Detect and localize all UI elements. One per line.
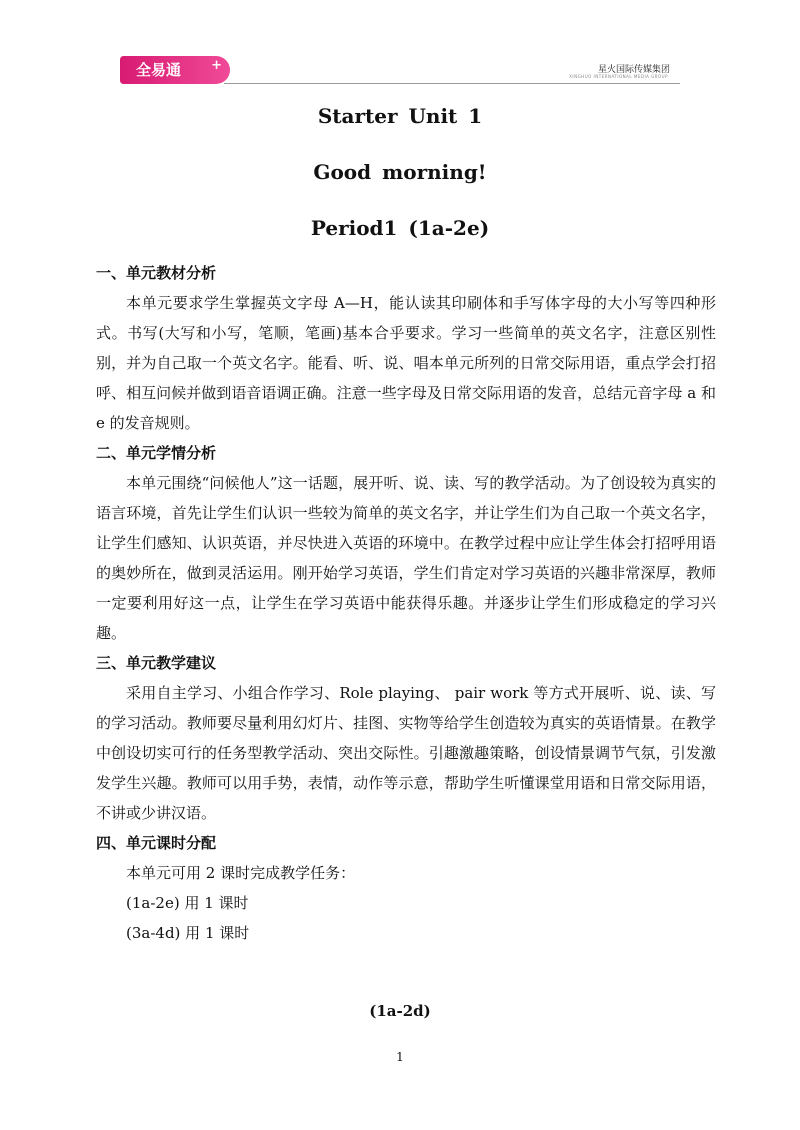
document-body [96,258,716,948]
page-number: 1 [396,1050,404,1064]
header-rule [224,83,680,84]
section-heading: 一、单元教材分析 [96,264,217,282]
section-body: 本单元要求学生掌握英文字母 A—H，能认读其印刷体和手写体字母的大小写等四种形式。书写(大写和小写，笔顺，笔画)基本合乎要求。学习一些简单的英文名字，注意区别性别，并为自己取一个英文名字。能看、听、说、唱本单元所列的日常交际用语，重点学会打招呼、相互问候并做到语音语调正确。注意一些字母及日常交际用语的发音，总结元音字母 a 和 e 的发音规则。 [96,294,716,432]
section-heading: 二、单元学情分析 [96,444,217,462]
section-heading: 三、单元教学建议 [96,654,217,672]
period-title: Period1 (1a-2e) [310,216,490,240]
publisher-name: 星火国际传媒集团 [597,65,670,75]
schedule-line: (3a-4d) 用 1 课时 [126,924,250,942]
page-header [120,56,680,86]
unit-title: Starter Unit 1 [317,104,483,128]
section-subheading: (1a-2d) [369,1002,431,1020]
section-body: 本单元围绕“问候他人”这一话题，展开听、说、读、写的教学活动。为了创设较为真实的语言环境，首先让学生们认识一些较为简单的英文名字，并让学生们为自己取一个英文名字，让学生们感知、认识英语，并尽快进入英语的环境中。在教学过程中应让学生体会打招呼用语的奥妙所在，做到灵活运用。刚开始学习英语，学生们肯定对学习英语的兴趣非常深厚，教师一定要利用好这一点，让学生在学习英语中能获得乐趣。并逐步让学生们形成稳定的学习兴趣。 [96,474,716,642]
publisher-subtitle: XINGHUO INTERNATIONAL MEDIA GROUP [569,74,668,79]
section-body: 采用自主学习、小组合作学习、Role playing、 pair work 等方式开展听、说、读、写的学习活动。教师要尽量利用幻灯片、挂图、实物等给学生创造较为真实的英语情景。在教学中创设切实可行的任务型教学活动、突出交际性。引趣激趣策略，创设情景调节气氛，引发激发学生兴趣。教师可以用手势，表情，动作等示意，帮助学生听懂课堂用语和日常交际用语，不讲或少讲汉语。 [96,684,716,822]
schedule-line: 本单元可用 2 课时完成教学任务： [126,864,356,882]
logo-plus: + [211,58,222,73]
logo-text: 全易通 [136,61,182,79]
lesson-title: Good morning! [313,160,487,184]
section-heading: 四、单元课时分配 [96,834,217,852]
schedule-line: (1a-2e) 用 1 课时 [126,894,249,912]
brand-logo [120,56,230,84]
